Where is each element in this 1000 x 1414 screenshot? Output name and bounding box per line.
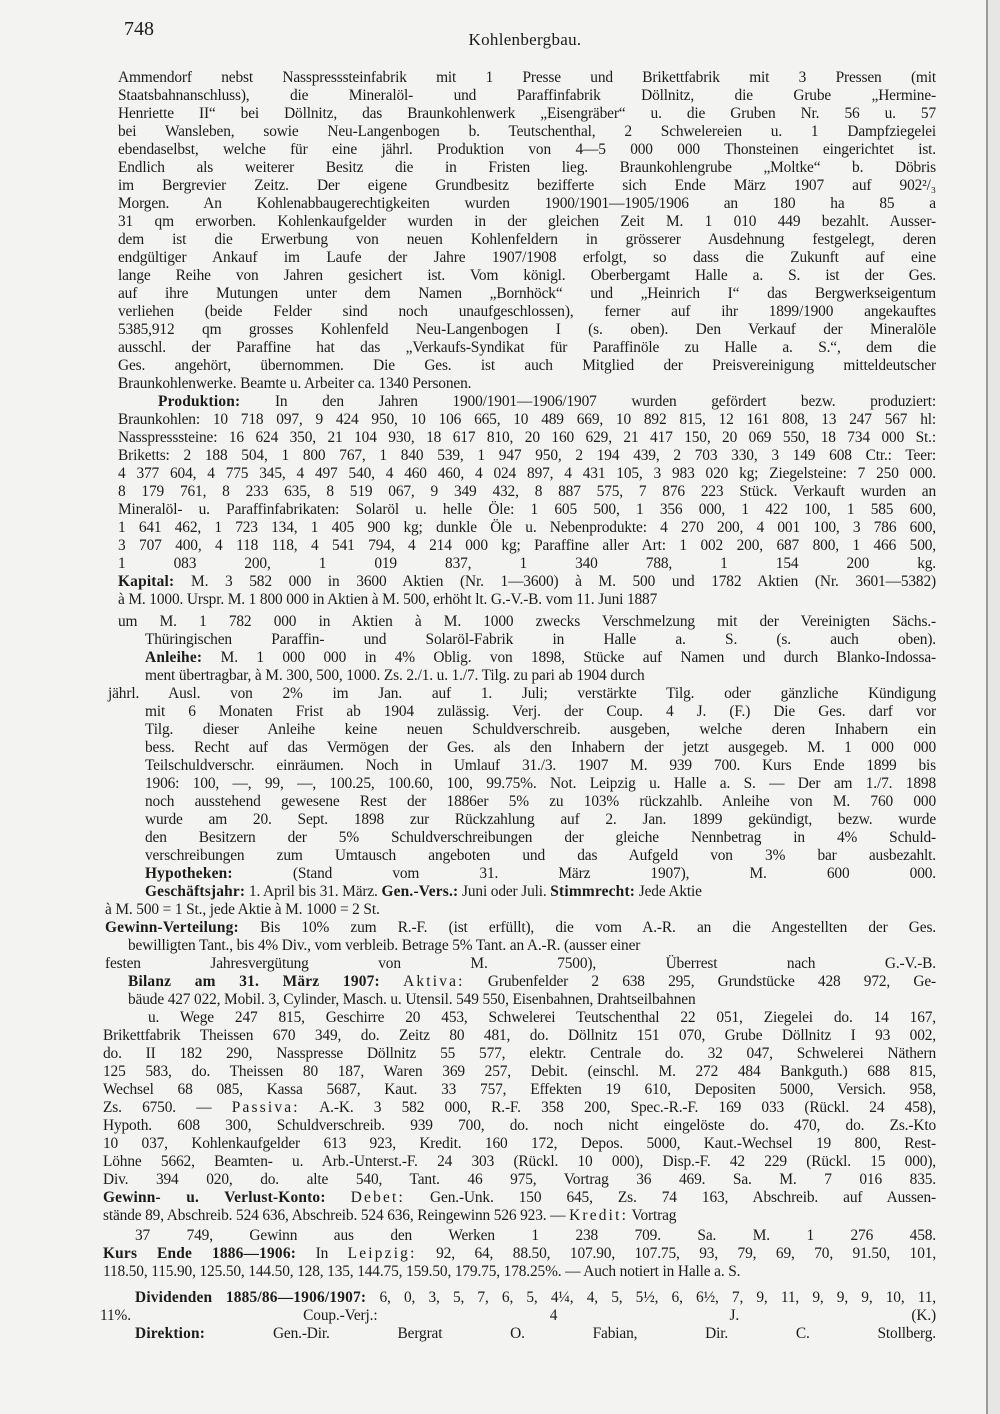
line-text: Braunkohlenwerke. Beamte u. Arbeiter ca. 1340 Personen. xyxy=(118,375,472,392)
line-text: 125 583, do. Theissen 80 187, Waren 369 257, Debit. (einschl. M. 272 484 Bankguth.) 688 815, xyxy=(103,1063,936,1080)
line-text: 1 641 462, 1 723 134, 1 405 900 kg; dunkle Öle u. Nebenprodukte: 4 270 200, 4 001 100, 3 786 600, xyxy=(118,519,936,536)
section-bilanz xyxy=(148,1009,936,1027)
text-line xyxy=(128,973,936,991)
line-text: 10 037, Kohlenkaufgelder 613 923, Kredit. 160 172, Depos. 5000, Kaut.-Wechsel 19 800, Rest- xyxy=(103,1135,936,1152)
line-text: Morgen. An Kohlenabbaugerechtigkeiten wurden 1900/1901—1905/1906 an 180 ha 85 a xyxy=(118,195,936,212)
text-line xyxy=(145,883,936,901)
line-text: Div. 394 020, do. alte 540, Tant. 46 975, Vortrag 36 469. Sa. M. 7 016 835. xyxy=(103,1171,936,1188)
text-line xyxy=(145,847,936,865)
text-line xyxy=(118,465,936,483)
text-line xyxy=(128,991,936,1009)
line-text: A.-K. 3 582 000, R.-F. 358 200, Spec.-R.-F. 169 033 (Rückl. 24 458), xyxy=(299,1099,936,1116)
line-text: jährl. Ausl. von 2% im Jan. auf 1. Juli; verstärkte Tilg. oder gänzliche Kündigung xyxy=(108,685,936,702)
line-text: 11%. Coup.-Verj.: 4 J. (K.) xyxy=(100,1307,936,1324)
line-text: 37 749, Gewinn aus den Werken 1 238 709. Sa. M. 1 276 458. xyxy=(135,1227,936,1244)
section-label: Kapital: xyxy=(118,573,175,590)
text-line xyxy=(118,231,936,249)
line-text: M. 3 582 000 in 3600 Aktien (Nr. 1—3600) à M. 500 und 1782 Aktien (Nr. 3601—5382) xyxy=(174,573,936,590)
section-label: Kurs Ende 1886—1906: xyxy=(103,1245,297,1262)
text-line xyxy=(118,501,936,519)
line-text: bäude 427 022, Mobil. 3, Cylinder, Masch. u. Utensil. 549 550, Eisenbahnen, Drahtseilbahnen xyxy=(128,991,696,1008)
line-text: Briketts: 2 188 504, 1 800 767, 1 840 539, 1 947 950, 2 194 439, 2 703 330, 3 149 608 Ctr.: Teer: xyxy=(118,447,936,464)
text-line xyxy=(103,1045,936,1063)
spaced-label: Leipzig: xyxy=(347,1245,417,1262)
text-line xyxy=(103,1207,936,1225)
text-line xyxy=(118,375,936,393)
text-line xyxy=(128,937,936,955)
line-text: Hypoth. 608 300, Schuldverschreib. 939 700, do. noch nicht eingelöste do. 470, do. Zs.-Kto xyxy=(103,1117,936,1134)
line-text: ment übertragbar, à M. 300, 500, 1000. Zs. 2./1. u. 1./7. Tilg. zu pari ab 1904 durch xyxy=(145,667,645,684)
line-text: Mineralöl- u. Paraffinfabrikaten: Solaröl u. helle Öle: 1 605 500, 1 356 000, 1 422 100, 1 585 600, xyxy=(118,501,936,518)
text-line xyxy=(103,1027,936,1045)
line-text: Jede Aktie xyxy=(635,883,702,900)
line-text: festen Jahresvergütung von M. 7500), Überrest nach G.-V.-B. xyxy=(105,955,936,972)
line-text xyxy=(380,973,403,990)
text-line xyxy=(118,447,936,465)
line-text: Braunkohlen: 10 718 097, 9 424 950, 10 106 665, 10 489 669, 10 892 815, 12 161 808, 13 247 567 hl: xyxy=(118,411,936,428)
text-line xyxy=(118,195,936,213)
text-line xyxy=(145,865,936,883)
line-text: wurde am 20. Sept. 1898 zur Rückzahlung auf 2. Jan. 1899 gekündigt, bezw. wurde xyxy=(145,811,936,828)
line-text: 4 377 604, 4 775 345, 4 497 540, 4 460 460, 4 024 897, 4 431 105, 3 983 020 kg; Ziegelsteine: 7 250 000. xyxy=(118,465,936,482)
text-line xyxy=(118,321,936,339)
text-line xyxy=(145,739,936,757)
line-text: In xyxy=(296,1245,348,1262)
line-text: Gen.-Dir. Bergrat O. Fabian, Dir. C. Stollberg. xyxy=(205,1325,936,1342)
section-label: Bilanz am 31. März 1907: xyxy=(128,973,380,990)
line-text: 3 707 400, 4 118 118, 4 541 794, 4 214 000 kg; Paraffine aller Art: 1 002 200, 687 800, 1 466 500, xyxy=(118,537,936,554)
text-line xyxy=(118,141,936,159)
line-text: Gen.-Unk. 150 645, Zs. 74 163, Abschreib. auf Aussen- xyxy=(404,1189,936,1206)
text-line xyxy=(118,303,936,321)
line-text: Löhne 5662, Beamten- u. Arb.-Unterst.-F. 24 303 (Rückl. 10 000), Disp.-F. 42 229 (Rückl. 15 000), xyxy=(103,1153,936,1170)
page-edge xyxy=(986,0,988,1414)
text-line xyxy=(118,177,936,195)
line-text: Nasspresssteine: 16 624 350, 21 104 930, 18 617 810, 20 160 629, 21 417 150, 20 069 550, 18 734 000 St.: xyxy=(118,429,936,446)
text-line xyxy=(118,159,936,177)
text-line xyxy=(118,87,936,105)
text-line xyxy=(145,649,936,667)
adjacent-page-margin xyxy=(988,0,1000,1414)
spaced-label: Passiva: xyxy=(231,1099,300,1116)
line-text: noch ausstehend gewesene Rest der 1886er 5% zu 103% rückzahlb. Anleihe von M. 760 000 xyxy=(145,793,936,810)
line-text: à M. 1000. Urspr. M. 1 800 000 in Aktien à M. 500, erhöht lt. G.-V.-B. vom 11. Juni 1887 xyxy=(118,591,658,608)
line-text: endgültiger Ankauf im Laufe der Jahre 1907/1908 erfolgt, so dass die Zukunft auf eine xyxy=(118,249,936,266)
text-line xyxy=(145,721,936,739)
line-text: (Stand vom 31. März 1907), M. 600 000. xyxy=(232,865,936,882)
line-text xyxy=(326,1189,351,1206)
line-text: stände 89, Abschreib. 524 636, Abschreib. 524 636, Reingewinn 526 923. — xyxy=(103,1207,570,1224)
section-hypotheken xyxy=(105,901,936,919)
spaced-label: Kredit: xyxy=(569,1207,629,1224)
line-text: Ammendorf nebst Nasspresssteinfabrik mit 1 Presse und Brikettfabrik mit 3 Pressen (mit xyxy=(118,69,936,86)
line-text: 8 179 761, 8 233 635, 8 519 067, 9 349 432, 8 887 575, 7 876 223 Stück. Verkauft wurden an xyxy=(118,483,936,500)
section-anleihe xyxy=(108,685,936,703)
line-text: ebendaselbst, welche für eine jährl. Produktion von 4—5 000 000 Thonsteinen eingerichtet ist. xyxy=(118,141,936,158)
text-line xyxy=(118,555,936,573)
text-line xyxy=(103,1263,936,1281)
section-kapital xyxy=(118,613,936,631)
text-line xyxy=(118,105,936,123)
line-text: 5385,912 qm grosses Kohlenfeld Neu-Langenbogen I (s. oben). Den Verkauf der Mineralöle xyxy=(118,321,936,338)
page-number: 748 xyxy=(124,18,154,40)
section-produktion xyxy=(158,393,936,411)
line-text: M. 1 000 000 in 4% Oblig. von 1898, Stücke auf Namen und durch Blanko-Indossa- xyxy=(202,649,936,666)
line-text: Tilg. dieser Anleihe keine neuen Schuldverschreib. ausgeben, welche deren Inhabern ein xyxy=(145,721,936,738)
section-label: Stimmrecht: xyxy=(550,883,636,900)
line-text: Endlich als weiterer Besitz die in Fristen lieg. Braunkohlengrube „Moltke“ b. Döbris xyxy=(118,159,936,176)
line-text: Brikettfabrik Theissen 670 349, do. Zeitz 80 481, do. Döllnitz 151 070, Grube Döllnitz I 93 002, xyxy=(103,1027,936,1044)
line-text: im Bergrevier Zeitz. Der eigene Grundbesitz bezifferte sich Ende März 1907 auf 902²/₃ xyxy=(118,177,936,194)
line-text: um M. 1 782 000 in Aktien à M. 1000 zwecks Verschmelzung mit der Vereinigten Sächs.- xyxy=(118,613,936,630)
section-label: Gen.-Vers.: xyxy=(381,883,459,900)
line-text: Teilschuldverschr. einräumen. Noch in Umlauf 31./3. 1907 M. 939 700. Kurs Ende 1899 bis xyxy=(145,757,936,774)
section-label: Gewinn-Verteilung: xyxy=(105,919,239,936)
text-line xyxy=(118,69,936,87)
section-kurs xyxy=(135,1289,936,1307)
text-line xyxy=(118,411,936,429)
section-dividenden xyxy=(135,1325,936,1343)
text-line xyxy=(145,793,936,811)
line-text: Grubenfelder 2 638 295, Grundstücke 428 972, Ge- xyxy=(464,973,936,990)
section-gewinn-verlust xyxy=(135,1227,936,1245)
line-text: auf ihre Mutungen unter dem Namen „Bornhöck“ und „Heinrich I“ das Bergwerkseigentum xyxy=(118,285,936,302)
text-line xyxy=(103,1153,936,1171)
line-text: lange Reihe von Jahren gesichert ist. Vom königl. Oberbergamt Halle a. S. ist der Ges. xyxy=(118,267,936,284)
line-text: Bis 10% zum R.-F. (ist erfüllt), die vom A.-R. an die Angestellten der Ges. xyxy=(238,919,936,936)
text-line xyxy=(145,829,936,847)
section-label: Dividenden 1885/86—1906/1907: xyxy=(135,1289,367,1306)
text-line xyxy=(118,123,936,141)
line-text: Juni oder Juli. xyxy=(458,883,551,900)
body-text xyxy=(100,69,937,1343)
text-line xyxy=(103,1135,936,1153)
line-text: Staatsbahnanschluss), die Mineralöl- und Paraffinfabrik Döllnitz, die Grube „Hermine- xyxy=(118,87,936,104)
line-text: Vortrag xyxy=(628,1207,677,1224)
text-line xyxy=(118,591,936,609)
text-line xyxy=(103,1171,936,1189)
text-line xyxy=(103,1063,936,1081)
section-label: Anleihe: xyxy=(145,649,203,666)
line-text: 118.50, 115.90, 125.50, 144.50, 128, 135, 144.75, 159.50, 179.75, 178.25%. — Auch notiert in Halle a. S. xyxy=(103,1263,741,1280)
text-line xyxy=(118,357,936,375)
section-label: Produktion: xyxy=(158,393,241,410)
text-line xyxy=(118,537,936,555)
text-line xyxy=(103,1099,936,1117)
line-text: do. II 182 290, Nasspresse Döllnitz 55 577, elektr. Centrale do. 32 047, Schwelerei Näthern xyxy=(103,1045,936,1062)
section-label: Gewinn- u. Verlust-Konto: xyxy=(103,1189,326,1206)
line-text: Henriette II“ bei Döllnitz, das Braunkohlenwerk „Eisengräber“ u. die Gruben Nr. 56 u. 57 xyxy=(118,105,936,122)
spaced-label: Aktiva: xyxy=(403,973,465,990)
line-text: bess. Recht auf das Vermögen der Ges. als den Inhabern der jetzt ausgegeb. M. 1 000 000 xyxy=(145,739,936,756)
line-text: Wechsel 68 085, Kassa 5687, Kaut. 33 757, Effekten 19 610, Depositen 5000, Versich. 958, xyxy=(103,1081,936,1098)
section-label: Geschäftsjahr: xyxy=(145,883,246,900)
text-line xyxy=(103,1081,936,1099)
text-line xyxy=(118,249,936,267)
text-line xyxy=(118,267,936,285)
text-line xyxy=(118,519,936,537)
line-text: Ges. angehört, übernommen. Die Ges. ist auch Mitglied der Preisvereinigung mitteldeutscher xyxy=(118,357,936,374)
text-line xyxy=(145,811,936,829)
line-text: bewilligten Tant., bis 4% Div., vom verbleib. Betrage 5% Tant. an A.-R. (ausser einer xyxy=(128,937,641,954)
line-text: verschreibungen zum Umtausch angeboten und das Aufgeld von 3% bar ausbezahlt. xyxy=(145,847,936,864)
line-text: verliehen (beide Felder sind noch unaufgeschlossen), ferner auf ihr 1899/1900 angekauftes xyxy=(118,303,936,320)
running-title: Kohlenbergbau. xyxy=(468,30,582,49)
text-line xyxy=(145,757,936,775)
text-line xyxy=(145,775,936,793)
text-line xyxy=(145,667,936,685)
text-line xyxy=(118,429,936,447)
line-text: ausschl. der Paraffine hat das „Verkaufs-Syndikat für Paraffinöle zu Halle a. S.“, dem die xyxy=(118,339,936,356)
text-line xyxy=(103,1117,936,1135)
section-geschaeftsjahr xyxy=(105,919,936,937)
text-line xyxy=(100,1307,936,1325)
line-text: 1906: 100, —, 99, —, 100.25, 100.60, 100, 99.75%. Not. Leipzig u. Halle a. S. — Der am 1./7. 1898 xyxy=(145,775,936,792)
section-gewinn-verteilung xyxy=(105,955,936,973)
text-line xyxy=(103,1245,936,1263)
line-text: 92, 64, 88.50, 107.90, 107.75, 93, 79, 69, 70, 91.50, 101, xyxy=(416,1245,937,1262)
text-line xyxy=(145,631,936,649)
line-text: 1 083 200, 1 019 837, 1 340 788, 1 154 200 kg. xyxy=(118,555,936,572)
line-text: 1. April bis 31. März. xyxy=(245,883,382,900)
spaced-label: Debet: xyxy=(350,1189,405,1206)
line-text: mit 6 Monaten Frist ab 1904 zulässig. Verj. der Coup. 4 J. (F.) Die Ges. darf vor xyxy=(145,703,936,720)
section-label: Direktion: xyxy=(135,1325,206,1342)
line-text: 31 qm erworben. Kohlenkaufgelder wurden in der gleichen Zeit M. 1 010 449 bezahlt. Ausser- xyxy=(118,213,936,230)
line-text: 6, 0, 3, 5, 7, 6, 5, 4¼, 4, 5, 5½, 6, 6½, 7, 9, 11, 9, 9, 9, 10, 11, xyxy=(366,1289,936,1306)
section-label: Hypotheken: xyxy=(145,865,233,882)
line-text: bei Wansleben, sowie Neu-Langenbogen b. Teutschenthal, 2 Schwelereien u. 1 Dampfziegelei xyxy=(118,123,936,140)
text-line xyxy=(145,703,936,721)
text-line xyxy=(118,285,936,303)
line-text: den Besitzern der 5% Schuldverschreibungen der gleiche Nennbetrag in 4% Schuld- xyxy=(145,829,936,846)
text-line xyxy=(118,483,936,501)
text-line xyxy=(103,1189,936,1207)
line-text: u. Wege 247 815, Geschirre 20 453, Schwelerei Teutschenthal 22 051, Ziegelei do. 14 167, xyxy=(148,1009,936,1026)
line-text: Thüringischen Paraffin- und Solaröl-Fabrik in Halle a. S. (s. auch oben). xyxy=(145,631,936,648)
line-text: Zs. 6750. — xyxy=(103,1099,232,1116)
text-line xyxy=(118,573,936,591)
line-text: dem ist die Erwerbung von neuen Kohlenfeldern in grösserer Ausdehnung festgelegt, deren xyxy=(118,231,936,248)
line-text: à M. 500 = 1 St., jede Aktie à M. 1000 = 2 St. xyxy=(105,901,380,918)
text-line xyxy=(118,339,936,357)
text-line xyxy=(118,213,936,231)
line-text: In den Jahren 1900/1901—1906/1907 wurden gefördert bezw. produziert: xyxy=(240,393,936,410)
